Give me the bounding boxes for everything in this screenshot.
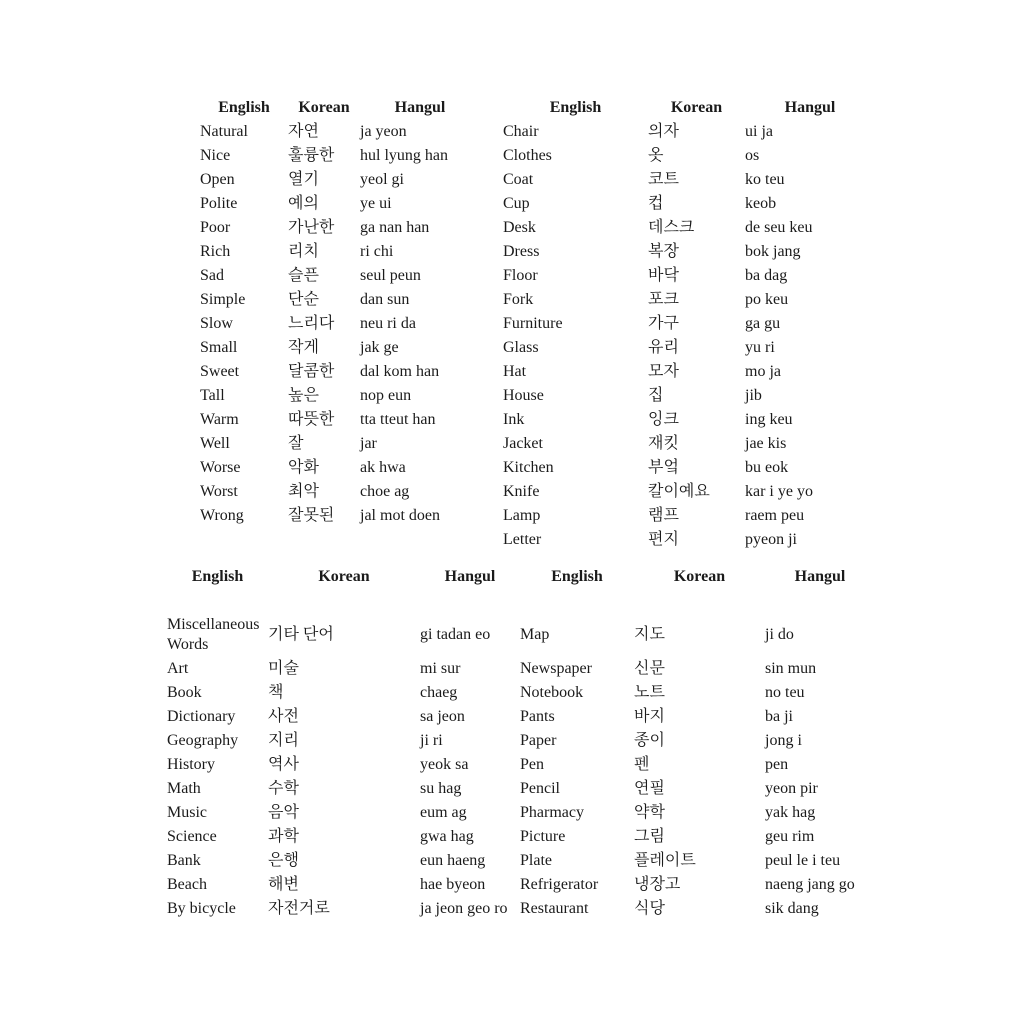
vocab-row [200,456,480,480]
vocab-row [167,849,520,873]
bottom-tables-section [167,565,875,921]
vocab-row [200,240,480,264]
vocab-row [520,897,875,921]
vocab-row [167,681,520,705]
english-cell: Lamp [503,507,541,524]
english-cell: Fork [503,291,534,308]
hangul-cell: keob [745,195,777,212]
vocab-row [520,681,875,705]
korean-cell: 칼이예요 [648,483,710,500]
hangul-cell: gi tadan eo [420,626,491,643]
hangul-cell: pen [765,756,789,773]
korean-cell: 달콤한 [288,363,335,380]
korean-cell: 식당 [634,900,665,917]
english-cell: Open [200,171,235,188]
english-cell: Restaurant [520,900,589,917]
vocab-row [503,408,875,432]
english-cell: Natural [200,123,248,140]
korean-cell: 지도 [634,626,665,643]
vocab-row [167,777,520,801]
hangul-cell: yu ri [745,339,775,356]
korean-cell: 잘 [288,435,304,452]
english-cell: Nice [200,147,231,164]
vocab-row [520,729,875,753]
column-header-korean: Korean [318,568,370,585]
english-cell: Simple [200,291,246,308]
vocab-row [503,360,875,384]
korean-cell: 높은 [288,387,319,404]
header-row [520,565,875,613]
hangul-cell: hul lyung han [360,147,448,164]
vocab-row [200,408,480,432]
vocab-row [520,777,875,801]
hangul-cell: jal mot doen [360,507,440,524]
korean-cell: 모자 [648,363,679,380]
korean-cell: 따뜻한 [288,411,335,428]
hangul-cell: sa jeon [420,708,465,725]
vocab-row [503,144,875,168]
english-cell: Map [520,626,550,643]
hangul-cell: ja yeon [360,123,407,140]
english-cell: Art [167,660,189,677]
column-header-hangul: Hangul [794,568,846,585]
column-header-english: English [551,568,603,585]
hangul-cell: mo ja [745,363,781,380]
english-cell: Well [200,435,230,452]
vocab-row [200,336,480,360]
korean-cell: 포크 [648,291,679,308]
english-cell: Worse [200,459,241,476]
vocab-row [520,657,875,681]
hangul-cell: raem peu [745,507,805,524]
korean-cell: 복장 [648,243,679,260]
hangul-cell: sik dang [765,900,819,917]
vocab-row [200,216,480,240]
hangul-cell: jong i [765,732,802,749]
english-cell: Plate [520,852,552,869]
korean-cell: 재킷 [648,435,679,452]
hangul-cell: po keu [745,291,789,308]
vocab-table-bottom-right [520,565,875,921]
korean-cell: 램프 [648,507,679,524]
english-cell: Math [167,780,201,797]
korean-cell: 지리 [268,732,299,749]
hangul-cell: ba ji [765,708,793,725]
vocab-table-body [503,120,875,552]
korean-cell: 종이 [634,732,665,749]
vocab-row [503,504,875,528]
english-cell: Refrigerator [520,876,599,893]
korean-cell: 리치 [288,243,319,260]
hangul-cell: choe ag [360,483,410,500]
korean-cell: 바닥 [648,267,679,284]
column-header-english: English [191,568,244,585]
korean-cell: 훌륭한 [288,147,335,164]
english-cell: Book [167,684,202,701]
vocab-row [520,825,875,849]
hangul-cell: ga gu [745,315,781,332]
english-cell: Worst [200,483,238,500]
english-cell: Picture [520,828,566,845]
korean-cell: 슬픈 [288,267,319,284]
english-cell: Tall [200,387,225,404]
vocab-row [520,705,875,729]
vocab-row [200,120,480,144]
korean-cell: 부엌 [648,459,679,476]
vocab-row [520,753,875,777]
hangul-cell: tta tteut han [360,411,436,428]
hangul-cell: ba dag [745,267,788,284]
english-cell: Clothes [503,147,552,164]
korean-cell: 신문 [634,660,665,677]
korean-cell: 컵 [648,195,664,212]
vocab-row [520,873,875,897]
english-cell: Pants [520,708,555,725]
korean-cell: 최악 [288,483,319,500]
english-cell: Geography [167,732,239,749]
hangul-cell: geu rim [765,828,815,845]
english-cell: Beach [167,876,207,893]
english-cell: Glass [503,339,539,356]
hangul-cell: bu eok [745,459,789,476]
english-cell: Wrong [200,507,244,524]
header-row [200,96,480,120]
english-cell: Pen [520,756,544,773]
english-cell: Small [200,339,238,356]
korean-cell: 코트 [648,171,679,188]
hangul-cell: ak hwa [360,459,406,476]
korean-cell: 책 [268,684,284,701]
english-cell: Ink [503,411,525,428]
korean-cell: 바지 [634,708,665,725]
column-header-english: English [218,99,270,116]
vocab-row [503,168,875,192]
hangul-cell: os [745,147,760,164]
vocab-table-top-left [200,96,480,528]
vocab-row [200,264,480,288]
hangul-cell: eum ag [420,804,467,821]
english-cell: Hat [503,363,527,380]
korean-cell: 과학 [268,828,299,845]
vocab-row [167,825,520,849]
hangul-cell: ji do [765,626,794,643]
english-cell: History [167,756,215,773]
english-cell: Poor [200,219,231,236]
vocab-row [503,288,875,312]
hangul-cell: mi sur [420,660,461,677]
korean-cell: 열기 [288,171,319,188]
vocab-row [503,480,875,504]
hangul-cell: ko teu [745,171,785,188]
korean-cell: 잉크 [648,411,679,428]
hangul-cell: yak hag [765,804,816,821]
vocab-row [167,613,520,657]
korean-cell: 유리 [648,339,679,356]
vocab-row [200,504,480,528]
hangul-cell: ing keu [745,411,793,428]
english-cell: Furniture [503,315,563,332]
hangul-cell: eun haeng [420,852,486,869]
korean-cell: 냉장고 [634,876,681,893]
vocab-row [167,897,520,921]
korean-cell: 가난한 [288,219,335,236]
vocab-table-bottom-left [167,565,520,921]
header-row [503,96,875,120]
vocab-table-body [520,613,875,921]
english-cell: Newspaper [520,660,592,677]
vocab-row [167,657,520,681]
hangul-cell: jae kis [745,435,787,452]
korean-cell: 가구 [648,315,679,332]
vocab-row [503,216,875,240]
korean-cell: 자전거로 [268,900,330,917]
vocab-table-body [167,613,520,921]
vocab-row [503,312,875,336]
hangul-cell: naeng jang go [765,876,855,893]
korean-cell: 노트 [634,684,665,701]
english-cell: Miscellaneous Words [167,616,260,653]
top-tables-section [200,96,875,552]
hangul-cell: jak ge [360,339,399,356]
korean-cell: 그림 [634,828,665,845]
korean-cell: 은행 [268,852,299,869]
header-row [167,565,520,613]
english-cell: Slow [200,315,233,332]
vocab-row [200,192,480,216]
english-cell: Dictionary [167,708,236,725]
english-cell: Cup [503,195,530,212]
korean-cell: 약학 [634,804,665,821]
vocab-row [503,528,875,552]
english-cell: By bicycle [167,900,236,917]
english-cell: Bank [167,852,201,869]
korean-cell: 기타 단어 [268,626,334,643]
vocab-row [167,801,520,825]
vocab-row [167,705,520,729]
english-cell: Sweet [200,363,240,380]
english-cell: Polite [200,195,238,212]
korean-cell: 수학 [268,780,299,797]
vocab-row [503,192,875,216]
korean-cell: 음악 [268,804,299,821]
hangul-cell: pyeon ji [745,531,797,548]
hangul-cell: dal kom han [360,363,440,380]
korean-cell: 자연 [288,123,319,140]
column-header-english: English [549,99,602,116]
column-header-korean: Korean [298,99,350,116]
english-cell: Pharmacy [520,804,584,821]
column-header-korean: Korean [670,99,723,116]
korean-cell: 연필 [634,780,665,797]
hangul-cell: kar i ye yo [745,483,813,500]
hangul-cell: ga nan han [360,219,430,236]
column-header-hangul: Hangul [784,99,836,116]
vocab-row [200,144,480,168]
vocab-table-top-right [503,96,875,552]
korean-cell: 플레이트 [634,852,696,869]
hangul-cell: yeok sa [420,756,469,773]
english-cell: Sad [200,267,224,284]
english-cell: House [503,387,544,404]
vocab-row [503,264,875,288]
korean-cell: 편지 [648,531,679,548]
english-cell: Music [167,804,207,821]
hangul-cell: jar [360,435,377,452]
korean-cell: 악화 [288,459,319,476]
vocab-row [200,432,480,456]
hangul-cell: jib [745,387,762,404]
column-header-hangul: Hangul [394,99,446,116]
vocab-row [200,312,480,336]
english-cell: Paper [520,732,557,749]
english-cell: Notebook [520,684,584,701]
english-cell: Pencil [520,780,560,797]
vocab-row [503,432,875,456]
hangul-cell: neu ri da [360,315,416,332]
korean-cell: 해변 [268,876,299,893]
english-cell: Dress [503,243,540,260]
english-cell: Knife [503,483,540,500]
vocab-row [520,801,875,825]
vocab-row [503,120,875,144]
hangul-cell: no teu [765,684,805,701]
vocab-row [200,288,480,312]
english-cell: Letter [503,531,542,548]
vocab-row [503,456,875,480]
hangul-cell: ja jeon geo ro [420,900,508,917]
english-cell: Kitchen [503,459,554,476]
english-cell: Floor [503,267,538,284]
english-cell: Chair [503,123,539,140]
korean-cell: 작게 [288,339,319,356]
hangul-cell: ye ui [360,195,392,212]
hangul-cell: seul peun [360,267,421,284]
hangul-cell: bok jang [745,243,801,260]
english-cell: Rich [200,243,231,260]
korean-cell: 예의 [288,195,319,212]
hangul-cell: nop eun [360,387,412,404]
vocab-row [200,360,480,384]
vocab-row [520,613,875,657]
column-header-korean: Korean [673,568,726,585]
english-cell: Coat [503,171,534,188]
korean-cell: 펜 [634,756,650,773]
vocab-row [200,480,480,504]
korean-cell: 단순 [288,291,319,308]
hangul-cell: ri chi [360,243,394,260]
korean-cell: 역사 [268,756,299,773]
korean-cell: 옷 [648,147,664,164]
hangul-cell: su hag [420,780,462,797]
vocab-row [503,240,875,264]
hangul-cell: de seu keu [745,219,813,236]
hangul-cell: yeon pir [765,780,818,797]
hangul-cell: dan sun [360,291,410,308]
vocab-row [167,873,520,897]
hangul-cell: ui ja [745,123,773,140]
vocab-row [200,384,480,408]
vocab-row [503,384,875,408]
hangul-cell: yeol gi [360,171,404,188]
english-cell: Desk [503,219,536,236]
korean-cell: 미술 [268,660,299,677]
vocab-row [520,849,875,873]
english-cell: Warm [200,411,239,428]
hangul-cell: sin mun [765,660,817,677]
hangul-cell: peul le i teu [765,852,841,869]
vocab-table-body [200,120,480,528]
english-cell: Jacket [503,435,543,452]
vocab-row [167,729,520,753]
english-cell: Science [167,828,217,845]
korean-cell: 사전 [268,708,299,725]
korean-cell: 집 [648,387,664,404]
korean-cell: 느리다 [288,315,335,332]
vocab-row [167,753,520,777]
korean-cell: 데스크 [648,219,695,236]
vocab-row [200,168,480,192]
hangul-cell: ji ri [420,732,443,749]
korean-cell: 의자 [648,123,679,140]
hangul-cell: gwa hag [420,828,474,845]
korean-cell: 잘못된 [288,507,335,524]
hangul-cell: hae byeon [420,876,486,893]
vocab-row [503,336,875,360]
hangul-cell: chaeg [420,684,458,701]
column-header-hangul: Hangul [444,568,496,585]
